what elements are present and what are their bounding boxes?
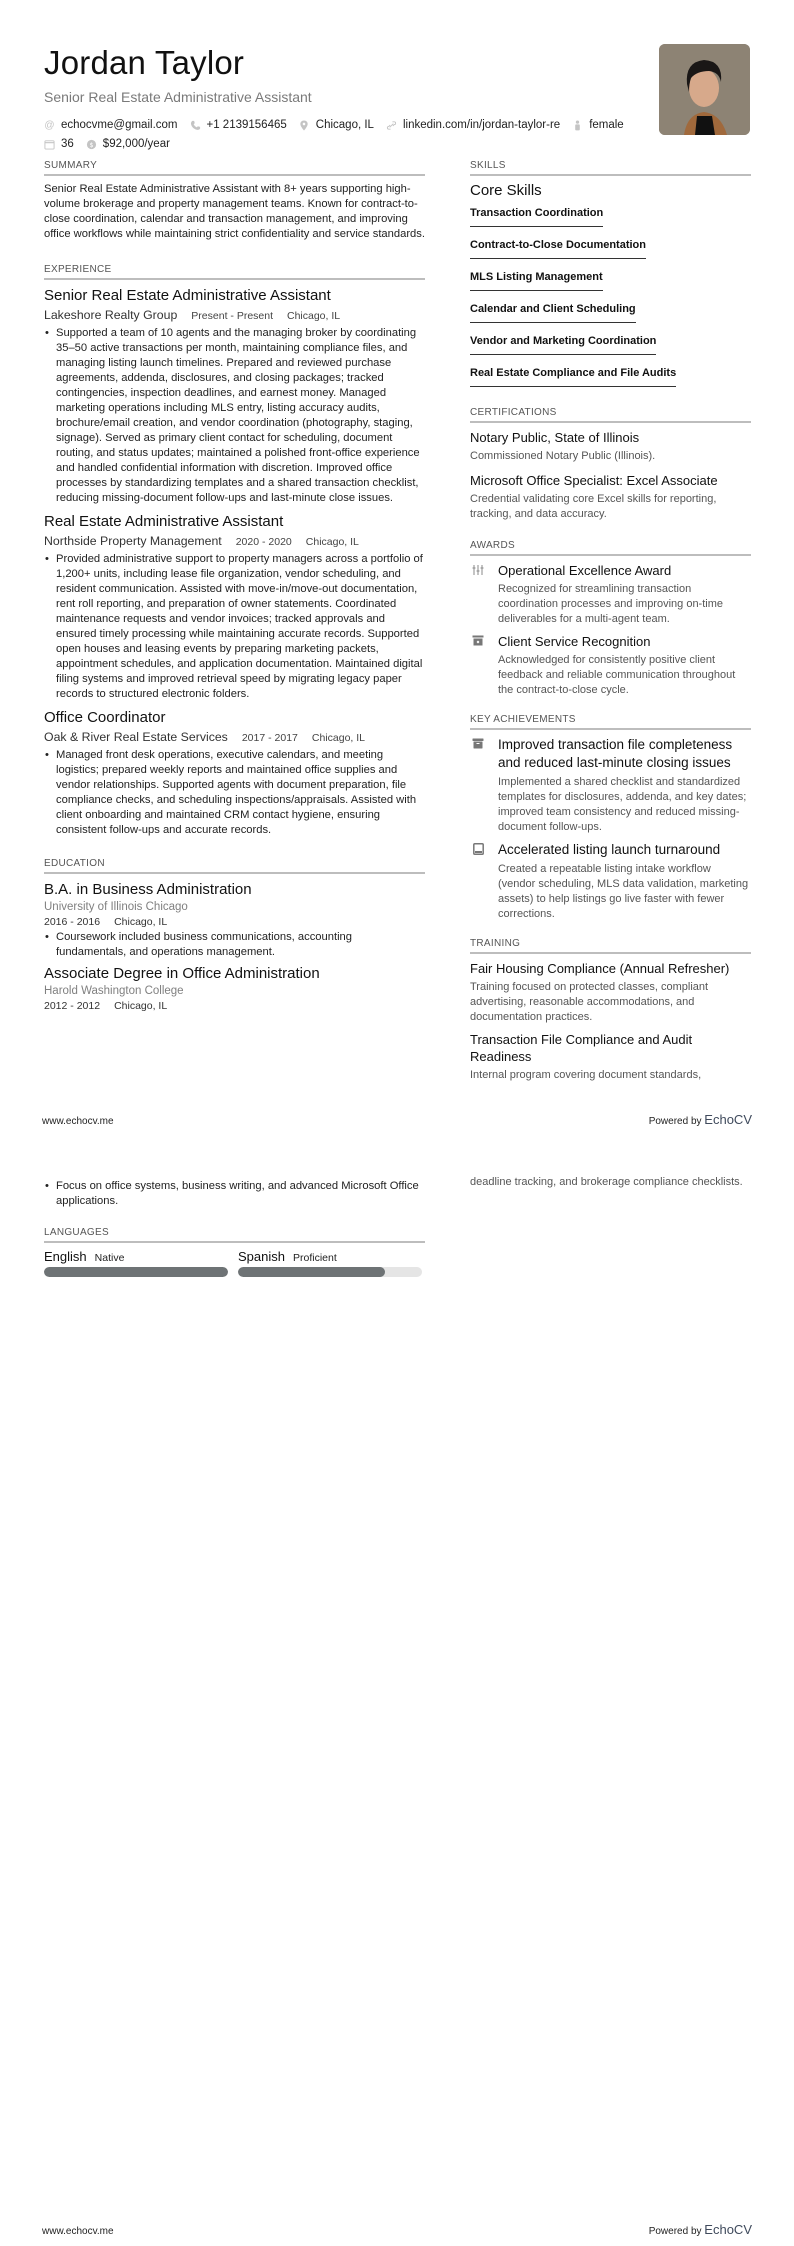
experience-heading: EXPERIENCE bbox=[44, 264, 425, 280]
job-meta bbox=[44, 730, 425, 744]
award-name: Client Service Recognition bbox=[498, 634, 651, 649]
skill-item: Calendar and Client Scheduling bbox=[470, 303, 636, 323]
award-item bbox=[470, 633, 751, 698]
education-location: Chicago, IL bbox=[114, 1000, 168, 1012]
degree-name: Associate Degree in Office Administration bbox=[44, 965, 320, 982]
language-item bbox=[44, 1249, 228, 1277]
achievement-item bbox=[470, 841, 751, 922]
education-dates: 2012 - 2012 bbox=[44, 1000, 101, 1012]
training-name: Fair Housing Compliance (Annual Refresher) bbox=[470, 961, 730, 976]
award-desc: Acknowledged for consistently positive client feedback and reliable communication throughout the contract-to-close cycle. bbox=[498, 654, 736, 696]
profile-photo bbox=[659, 44, 750, 135]
school-name: University of Illinois Chicago bbox=[44, 901, 188, 913]
skill-item: Real Estate Compliance and File Audits bbox=[470, 367, 676, 387]
training-desc: Internal program covering document standards, bbox=[470, 1069, 702, 1081]
certification-name: Notary Public, State of Illinois bbox=[470, 430, 640, 445]
award-desc: Recognized for streamlining transaction coordination processes and improving on-time deliverables for a multi-agent team. bbox=[498, 583, 724, 625]
summary-heading: SUMMARY bbox=[44, 160, 425, 176]
training-desc: Training focused on protected classes, compliant advertising, reasonable accommodations, and documentation practices. bbox=[470, 981, 709, 1023]
left-column bbox=[44, 160, 425, 1012]
company-name: Lakeshore Realty Group bbox=[44, 308, 178, 322]
achievements-section bbox=[470, 714, 751, 922]
education-item bbox=[44, 880, 425, 960]
achievement-name: Accelerated listing launch turnaround bbox=[498, 842, 721, 857]
archive-icon bbox=[470, 633, 486, 698]
awards-heading: AWARDS bbox=[470, 540, 751, 556]
right-column-continued bbox=[470, 1175, 751, 1190]
language-proficiency-bar bbox=[44, 1267, 228, 1277]
contact-linkedin[interactable]: linkedin.com/in/jordan-taylor-re bbox=[386, 118, 560, 133]
training-name: Transaction File Compliance and Audit Readiness bbox=[470, 1032, 693, 1064]
job-meta bbox=[44, 308, 425, 322]
language-level: Proficient bbox=[292, 1252, 337, 1264]
contact-gender: female bbox=[572, 118, 624, 133]
achievement-item bbox=[470, 736, 751, 835]
skills-heading: SKILLS bbox=[470, 160, 751, 176]
job-title: Real Estate Administrative Assistant bbox=[44, 513, 284, 530]
job-title: Senior Real Estate Administrative Assistant bbox=[44, 287, 331, 304]
job-dates: Present - Present bbox=[191, 310, 273, 322]
company-name: Oak & River Real Estate Services bbox=[44, 730, 228, 744]
language-name: Spanish bbox=[238, 1249, 285, 1264]
languages-section bbox=[44, 1227, 425, 1277]
language-level: Native bbox=[94, 1252, 125, 1264]
skill-item: Transaction Coordination bbox=[470, 207, 603, 227]
education-meta bbox=[44, 1000, 425, 1012]
achievement-desc: Implemented a shared checklist and standardized templates for disclosures, addenda, and key dates; improved team consistency and reduced missing-document follow-ups. bbox=[498, 776, 747, 833]
contact-age: 36 bbox=[44, 137, 74, 152]
language-item bbox=[238, 1249, 422, 1277]
training-heading: TRAINING bbox=[470, 938, 751, 954]
language-proficiency-bar bbox=[238, 1267, 422, 1277]
education-bullet: • Coursework included business communications, accounting fundamentals, and operations management. bbox=[45, 931, 352, 958]
footer-powered-by: Powered by EchoCV bbox=[648, 2222, 752, 2237]
bullet-icon: • bbox=[45, 749, 49, 761]
education-bullet: • Focus on office systems, business writing, and advanced Microsoft Office applications. bbox=[45, 1180, 419, 1207]
job-bullet: • Managed front desk operations, executive calendars, and meeting logistics; prepared weekly reports and maintained office supplies and vendor relationships. Supported agents with document preparation, file compliance checks, and scheduling inspections/appraisals. Assisted with client onboarding and maintained CRM contact hygiene, ensuring consistent follow-ups and accurate records. bbox=[45, 749, 417, 836]
left-column-continued bbox=[44, 1175, 425, 1277]
experience-item bbox=[44, 708, 425, 838]
footer-brand[interactable]: EchoCV bbox=[704, 1112, 752, 1127]
contact-email[interactable]: @ echocvme@gmail.com bbox=[44, 119, 178, 131]
resume-header bbox=[44, 44, 654, 152]
footer-site-link[interactable]: www.echocv.me bbox=[42, 2226, 114, 2237]
link-icon bbox=[386, 120, 397, 131]
bullet-icon: • bbox=[45, 931, 49, 943]
education-location: Chicago, IL bbox=[114, 916, 168, 928]
education-dates: 2016 - 2016 bbox=[44, 916, 101, 928]
job-dates: 2020 - 2020 bbox=[235, 536, 292, 548]
company-name: Northside Property Management bbox=[44, 534, 222, 548]
sliders-icon bbox=[470, 562, 486, 627]
job-dates: 2017 - 2017 bbox=[241, 732, 298, 744]
certifications-section bbox=[470, 407, 751, 522]
certification-desc: Commissioned Notary Public (Illinois). bbox=[470, 450, 656, 462]
footer-brand[interactable]: EchoCV bbox=[704, 2222, 752, 2237]
skills-group-title: Core Skills bbox=[470, 182, 542, 199]
contact-phone[interactable]: +1 2139156465 bbox=[190, 118, 287, 133]
training-desc-continued: deadline tracking, and brokerage compliance checklists. bbox=[470, 1176, 743, 1188]
money-icon bbox=[86, 139, 97, 150]
book-icon bbox=[470, 841, 486, 922]
footer-site-link[interactable]: www.echocv.me bbox=[42, 1116, 114, 1127]
award-item bbox=[470, 562, 751, 627]
languages-heading: LANGUAGES bbox=[44, 1227, 425, 1243]
job-bullet: • Supported a team of 10 agents and the managing broker by coordinating 35–50 active transactions per month, maintaining compliance files, and managing listing launch timelines. Prepared and reviewed purchase agreements, addenda, disclosures, and closing packages; tracked contingencies, inspection deadlines, and earnest money. Managed marketing operations including MLS entry, listing accuracy audits, brochure/email creation, and vendor coordination (photography, staging, signage). Served as primary client contact for scheduling, document routing, and status updates; maintained a polished front-office experience and handled confidential information with discretion. Improved office processes by standardizing templates and a shared transaction checklist, reducing missing-document follow-ups and last-minute close issues. bbox=[45, 327, 420, 504]
job-location: Chicago, IL bbox=[305, 536, 359, 548]
resume-page-2 bbox=[0, 1123, 794, 2246]
education-item bbox=[44, 964, 425, 1012]
language-name: English bbox=[44, 1249, 87, 1264]
job-location: Chicago, IL bbox=[287, 310, 341, 322]
achievement-name: Improved transaction file completeness and reduced last-minute closing issues bbox=[498, 737, 733, 770]
skill-item: MLS Listing Management bbox=[470, 271, 603, 291]
job-title: Office Coordinator bbox=[44, 709, 166, 726]
location-icon bbox=[299, 120, 310, 131]
footer-powered-by: Powered by EchoCV bbox=[648, 1112, 752, 1127]
education-meta bbox=[44, 916, 425, 928]
contact-salary: $ $92,000/year bbox=[86, 137, 170, 152]
education-section bbox=[44, 858, 425, 1012]
degree-name: B.A. in Business Administration bbox=[44, 881, 252, 898]
award-name: Operational Excellence Award bbox=[498, 563, 672, 578]
calendar-icon bbox=[44, 139, 55, 150]
candidate-name: Jordan Taylor bbox=[44, 44, 245, 81]
achievement-desc: Created a repeatable listing intake workflow (vendor scheduling, MLS data validation, marketing assets) to help listings go live faster with fewer corrections. bbox=[498, 863, 749, 920]
skills-section bbox=[470, 160, 751, 395]
certifications-heading: CERTIFICATIONS bbox=[470, 407, 751, 423]
achievements-heading: KEY ACHIEVEMENTS bbox=[470, 714, 751, 730]
experience-item bbox=[44, 512, 425, 702]
certification-desc: Credential validating core Excel skills for reporting, tracking, and data accuracy. bbox=[470, 493, 717, 520]
person-icon bbox=[572, 120, 583, 131]
experience-section bbox=[44, 264, 425, 838]
certification-name: Microsoft Office Specialist: Excel Associate bbox=[470, 473, 718, 488]
school-name: Harold Washington College bbox=[44, 985, 184, 997]
skill-item: Vendor and Marketing Coordination bbox=[470, 335, 656, 355]
experience-item bbox=[44, 286, 425, 506]
candidate-headline: Senior Real Estate Administrative Assistant bbox=[44, 89, 312, 105]
right-column bbox=[470, 160, 751, 1083]
job-location: Chicago, IL bbox=[311, 732, 366, 744]
bullet-icon: • bbox=[45, 553, 49, 565]
contact-location: Chicago, IL bbox=[299, 118, 374, 133]
awards-section bbox=[470, 540, 751, 698]
training-section bbox=[470, 938, 751, 1083]
summary-text: Senior Real Estate Administrative Assistant with 8+ years supporting high-volume brokerage and property management teams. Known for contract-to-close coordination, calendar and transaction management, and improving office workflows while maintaining strict confidentiality and service standards. bbox=[44, 183, 425, 240]
job-bullet: • Provided administrative support to property managers across a portfolio of 1,200+ units, including lease file organization, vendor scheduling, and resident communication. Assisted with move-in/move-out documentation, rent roll reporting, and preparation of owner statements. Coordinated maintenance requests and vendor invoices; tracked approvals and ensured timely processing while maintaining accurate records. Supported open houses and leasing events by preparing marketing packets, appointment schedules, and application documentation. Maintained digital filing systems and improved retrieval speed by migrating legacy paper records to structured electronic folders. bbox=[45, 553, 423, 700]
summary-section bbox=[44, 160, 425, 242]
bullet-icon: • bbox=[45, 1180, 49, 1192]
bullet-icon: • bbox=[45, 327, 49, 339]
at-icon: @ bbox=[44, 120, 55, 131]
education-heading: EDUCATION bbox=[44, 858, 425, 874]
page-footer bbox=[42, 2222, 752, 2237]
phone-icon bbox=[190, 120, 201, 131]
svg-text:$: $ bbox=[89, 140, 94, 149]
contact-info bbox=[44, 118, 654, 152]
archive-icon bbox=[470, 736, 486, 835]
skill-item: Contract-to-Close Documentation bbox=[470, 239, 646, 259]
job-meta bbox=[44, 534, 425, 548]
